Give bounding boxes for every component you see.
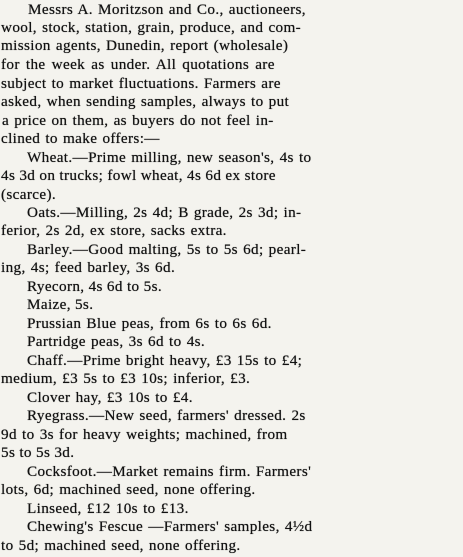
text-line: Partridge peas, 3s 6d to 4s. — [27, 333, 206, 350]
text-line: 5s to 5s 3d. — [1, 444, 75, 461]
text-line: wool, stock, station, grain, produce, and com- — [1, 19, 302, 36]
text-line: Maize, 5s. — [27, 296, 94, 313]
text-line: Chaff.—Prime bright heavy, £3 15s to £4; — [27, 352, 303, 369]
text-line: Ryegrass.—New seed, farmers' dressed. 2s — [27, 407, 306, 424]
text-line: (scarce). — [1, 186, 56, 203]
text-line: Linseed, £12 10s to £13. — [27, 500, 189, 517]
text-line: Cocksfoot.—Market remains firm. Farmers' — [27, 463, 312, 480]
text-line: medium, £3 5s to £3 10s; inferior, £3. — [1, 370, 251, 387]
text-line: 9d to 3s for heavy weights; machined, from — [1, 426, 288, 443]
text-line: Ryecorn, 4s 6d to 5s. — [27, 278, 162, 295]
text-line: a price on them, as buyers do not feel in- — [2, 112, 274, 129]
text-line: mission agents, Dunedin, report (wholesale) — [1, 37, 289, 54]
text-line: ferior, 2s 2d, ex store, sacks extra. — [1, 222, 227, 239]
text-line: for the week as under. All quotations are — [1, 56, 275, 73]
text-line: to 5d; machined seed, none offering. — [1, 537, 241, 554]
text-line: Wheat.—Prime milling, new season's, 4s to — [27, 149, 312, 166]
text-line: Messrs A. Moritzson and Co., auctioneers, — [28, 1, 306, 18]
text-line: Oats.—Milling, 2s 4d; B grade, 2s 3d; in- — [27, 204, 302, 221]
text-line: clined to make offers:— — [1, 130, 160, 147]
text-line: subject to market fluctuations. Farmers are — [1, 75, 281, 92]
text-line: lots, 6d; machined seed, none offering. — [1, 481, 256, 498]
text-line: 4s 3d on trucks; fowl wheat, 4s 6d ex store — [1, 167, 276, 184]
text-line: Clover hay, £3 10s to £4. — [27, 389, 193, 406]
text-line: Prussian Blue peas, from 6s to 6s 6d. — [27, 315, 272, 332]
text-line: ing, 4s; feed barley, 3s 6d. — [1, 259, 176, 276]
text-line: Barley.—Good malting, 5s to 5s 6d; pearl- — [27, 241, 307, 258]
text-line: Chewing's Fescue —Farmers' samples, 4½d — [27, 518, 313, 535]
text-line: asked, when sending samples, always to put — [1, 93, 290, 110]
